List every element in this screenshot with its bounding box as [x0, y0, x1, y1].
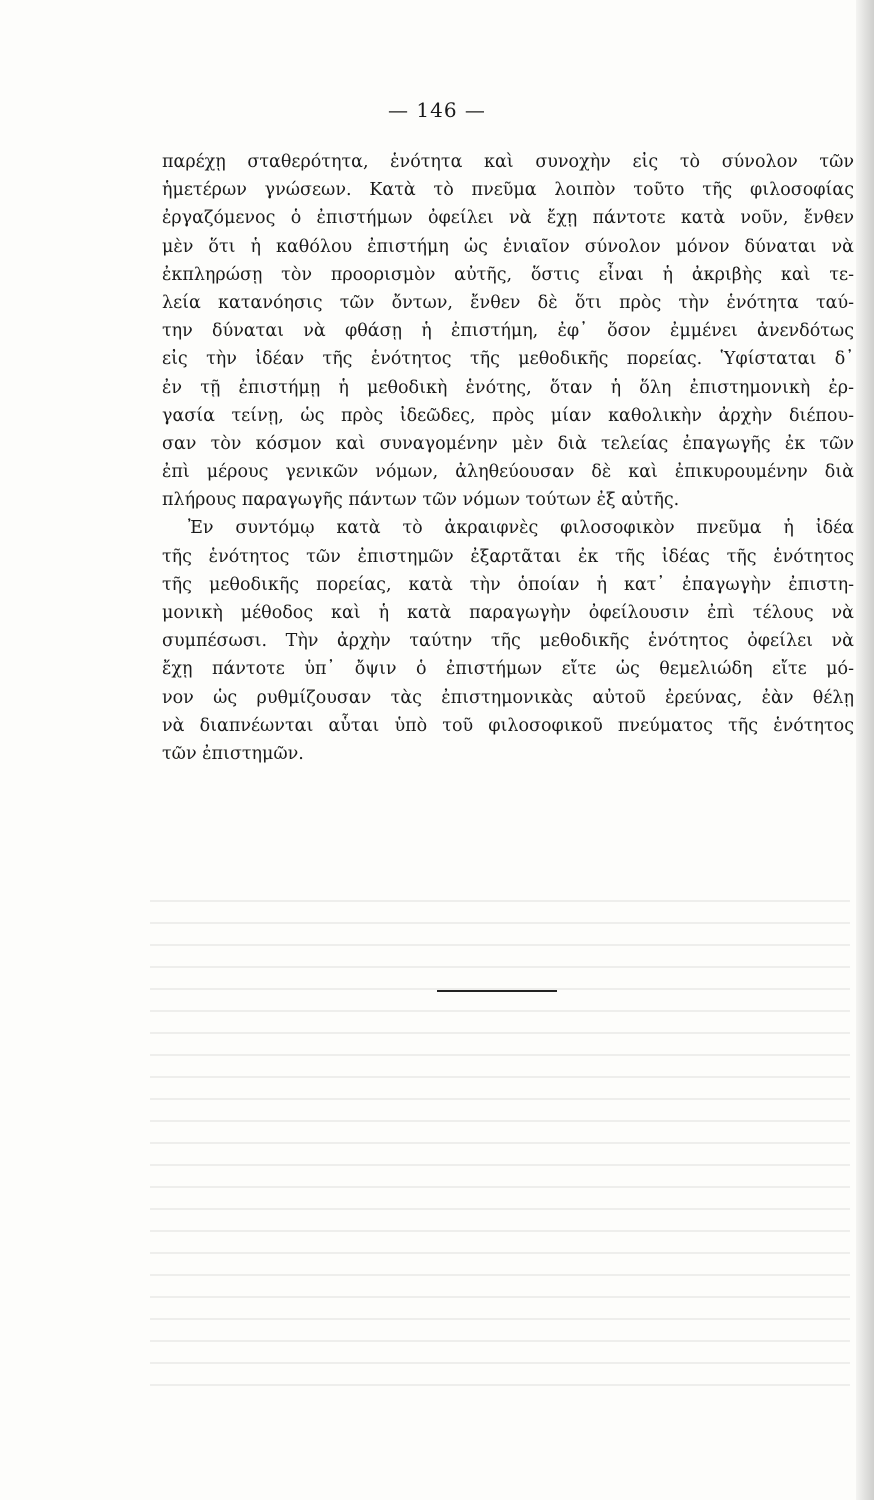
text-line: ἐκπληρώσῃ τὸν προορισμὸν αὐτῆς, ὅστις εἶναι ἡ ἀκριβὴς καὶ τε- [162, 264, 854, 285]
text-line: ἡμετέρων γνώσεων. Κατὰ τὸ πνεῦμα λοιπὸν τοῦτο τῆς φιλοσοφίας [162, 180, 854, 201]
page-number: — 146 — [388, 98, 486, 122]
section-end-rule [437, 990, 557, 992]
text-line: την δύναται νὰ φθάσῃ ἡ ἐπιστήμη, ἐφ᾽ ὅσον ἐμμένει ἀνενδότως [162, 321, 854, 342]
text-line: τῆς ἑνότητος τῶν ἐπιστημῶν ἐξαρτᾶται ἐκ τῆς ἰδέας τῆς ἑνότητος [162, 546, 854, 567]
text-line: τῶν ἐπιστημῶν. [162, 743, 304, 764]
text-line: ἐν τῇ ἐπιστήμῃ ἡ μεθοδικὴ ἑνότης, ὅταν ἡ ὅλη ἐπιστημονικὴ ἐρ- [162, 377, 854, 398]
text-line: μονικὴ μέθοδος καὶ ἡ κατὰ παραγωγὴν ὀφείλουσιν ἐπὶ τέλους νὰ [162, 603, 854, 623]
text-line: ἐπὶ μέρους γενικῶν νόμων, ἀληθεύουσαν δὲ καὶ ἐπικυρουμένην διὰ [162, 462, 854, 483]
text-line: τῆς μεθοδικῆς πορείας, κατὰ τὴν ὁποίαν ἡ κατ᾽ ἐπαγωγὴν ἐπιστη- [162, 574, 854, 595]
text-line: σαν τὸν κόσμον καὶ συναγομένην μὲν διὰ τελείας ἐπαγωγῆς ἐκ τῶν [162, 433, 854, 454]
text-line: πλήρους παραγωγῆς πάντων τῶν νόμων τούτων ἐξ αὐτῆς. [162, 490, 680, 511]
text-line: μὲν ὅτι ἡ καθόλου ἐπιστήμη ὡς ἑνιαῖον σύνολον μόνον δύναται νὰ [162, 236, 854, 257]
text-line: νὰ διαπνέωνται αὗται ὑπὸ τοῦ φιλοσοφικοῦ πνεύματος τῆς ἑνότητος [162, 715, 854, 736]
text-line: συμπέσωσι. Τὴν ἀρχὴν ταύτην τῆς μεθοδικῆς ἑνότητος ὀφείλει νὰ [162, 631, 854, 652]
paragraph-1 [162, 148, 854, 514]
text-line: Ἐν συντόμῳ κατὰ τὸ ἀκραιφνὲς φιλοσοφικὸν πνεῦμα ἡ ἰδέα [188, 518, 854, 539]
page-edge-shadow [856, 0, 874, 1500]
text-line: ἐργαζόμενος ὁ ἐπιστήμων ὀφείλει νὰ ἔχῃ πάντοτε κατὰ νοῦν, ἔνθεν [162, 208, 854, 229]
text-line: παρέχῃ σταθερότητα, ἑνότητα καὶ συνοχὴν εἰς τὸ σύνολον τῶν [162, 152, 854, 172]
text-line: ἔχῃ πάντοτε ὑπ᾽ ὄψιν ὁ ἐπιστήμων εἴτε ὡς θεμελιώδη εἴτε μό- [162, 659, 854, 680]
text-line: εἰς τὴν ἰδέαν τῆς ἑνότητος τῆς μεθοδικῆς πορείας. Ὑφίσταται δ᾽ [162, 349, 854, 370]
text-line: γασία τείνῃ, ὡς πρὸς ἰδεῶδες, πρὸς μίαν καθολικὴν ἀρχὴν διέπου- [162, 405, 854, 426]
text-line: νον ὡς ρυθμίζουσαν τὰς ἐπιστημονικὰς αὐτοῦ ἐρεύνας, ἐὰν θέλῃ [162, 687, 854, 708]
reverse-side-bleed-through [150, 880, 850, 1400]
body-text [162, 148, 854, 768]
paragraph-2 [162, 514, 854, 768]
text-line: λεία κατανόησις τῶν ὄντων, ἔνθεν δὲ ὅτι πρὸς τὴν ἑνότητα ταύ- [162, 292, 854, 313]
